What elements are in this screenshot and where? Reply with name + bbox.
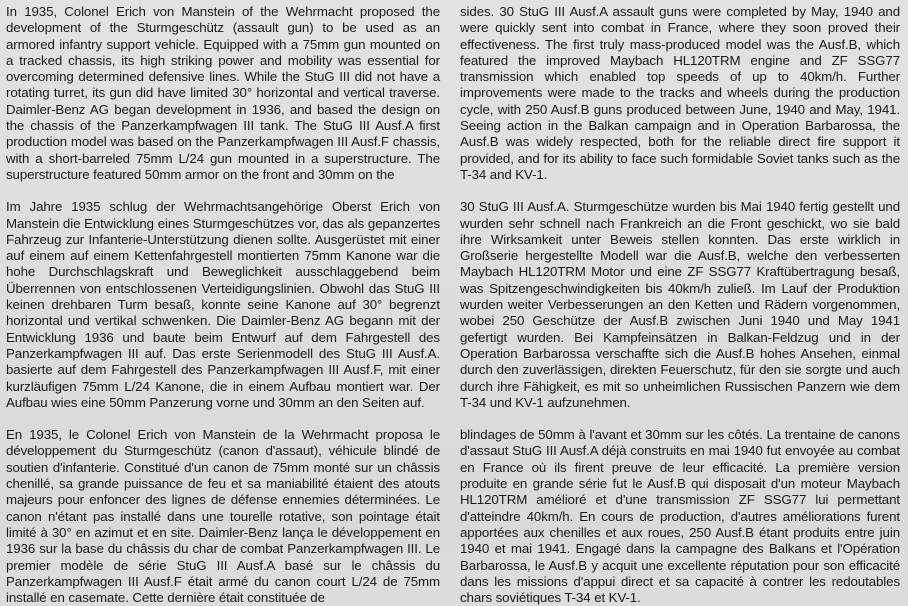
french-paragraph-part-1: En 1935, le Colonel Erich von Manstein de la Wehrmacht proposa le développement du Sturmgeschütz (canon d'assaut), véhicule blindé de soutien d'infanterie. Constitué d'un canon de 75mm monté sur un châssis chenillé, sa grande puissance de feu et sa maniabilité étaient des atouts majeurs pour enfoncer des lignes de défense ennemies déterminées. Le canon n'étant pas installé dans une tourelle rotative, son pointage était limité à 30° en azimut et en site. Daimler-Benz lança le développement en 1936 sur la base du châssis du char de combat Panzerkampfwagen III. Le premier modèle de série StuG III Ausf.A basé sur le châssis du Panzerkampfwagen III Ausf.F était armé du canon court L/24 de 75mm installé en casemate. Cette dernière était constituée de (6, 427, 440, 606)
paragraph-spacer (6, 183, 440, 199)
left-text-column (6, 4, 440, 606)
paragraph-spacer (460, 183, 900, 199)
english-paragraph-part-2: sides. 30 StuG III Ausf.A assault guns were completed by May, 1940 and were quickly sent into combat in France, where they soon proved their effectiveness. The first truly mass-produced model was the Ausf.B, which featured the improved Maybach HL120TRM engine and ZF SSG77 transmission which enabled top speeds of up to 40km/h. Further improvements were made to the tracks and wheels during the production cycle, with 250 Ausf.B guns produced between June, 1940 and May, 1941. Seeing action in the Balkan campaign and in Operation Barbarossa, the Ausf.B was widely respected, both for the reliable direct fire support it provided, and for its ability to face such formidable Soviet tanks such as the T-34 and KV-1. (460, 4, 900, 182)
paragraph-spacer (460, 411, 900, 427)
german-paragraph-part-1: Im Jahre 1935 schlug der Wehrmachtsangehörige Oberst Erich von Manstein die Entwicklung eines Sturmgeschützes vor, das als gepanzertes Fahrzeug zur Infanterie-Unterstützung dienen sollte. Ausgerüstet mit einer auf einem auf einem Kettenfahrgestell montierten 75mm Kanone war die hohe Durchschlagskraft und Beweglichkeit ausschlaggebend beim Überrennen von entschlossenen Verteidigungslinien. Obwohl das StuG III keinen drehbaren Turm besaß, konnte seine Kanone auf 30° begrenzt horizontal und vertikal schwenken. Die Daimler-Benz AG begann mit der Entwicklung 1936 und baute beim Entwurf auf dem Fahrgestell des Panzerkampfwagen III auf. Das erste Serienmodell des StuG III Ausf.A. basierte auf dem Fahrgestell des Panzerkampfwagen III Ausf.F, mit einer kurzläufigen 75mm L/24 Kanone, die in einem Aufbau montiert war. Der Aufbau wies eine 50mm Panzerung vorne und 30mm an den Seiten auf. (6, 199, 440, 410)
french-paragraph-part-2: blindages de 50mm à l'avant et 30mm sur les côtés. La trentaine de canons d'assaut StuG III Ausf.A déjà construits en mai 1940 fut envoyée au combat en France où ils firent preuve de leur efficacité. La première version produite en grande série fut le Ausf.B qui disposait d'un moteur Maybach HL120TRM amélioré et d'une transmission ZF SSG77 lui permettant d'atteindre 40km/h. En cours de production, d'autres améliorations furent apportées aux chenilles et aux roues, 250 Ausf.B étant produits entre juin 1940 et mai 1941. Engagé dans la campagne des Balkans et l'Opération Barbarossa, le Ausf.B y acquit une excellente réputation pour son efficacité dans les missions d'appui direct et sa capacité à contrer les redoutables chars soviétiques T-34 et KV-1. (460, 427, 900, 606)
right-text-column (460, 4, 900, 606)
english-paragraph-part-1: In 1935, Colonel Erich von Manstein of the Wehrmacht proposed the development of the Sturmgeschütz (assault gun) to be used as an armored infantry support vehicle. Equipped with a 75mm gun mounted on a tracked chassis, its high striking power and mobility was essential for overcoming determined defensive lines. While the StuG III did not have a rotating turret, its gun did have limited 30° horizontal and vertical traverse. Daimler-Benz AG began development in 1936, and based the design on the chassis of the Panzerkampfwagen III tank. The StuG III Ausf.A first production model was based on the Panzerkampfwagen III Ausf.F chassis, with a short-barreled 75mm L/24 gun mounted in a superstructure. The superstructure featured 50mm armor on the front and 30mm on the (6, 4, 440, 182)
german-paragraph-part-2: 30 StuG III Ausf.A. Sturmgeschütze wurden bis Mai 1940 fertig gestellt und wurden sehr schnell nach Frankreich an die Front geschickt, wo sie bald ihre Wirksamkeit unter Beweis stellen konnten. Das erste wirklich in Großserie hergestellte Modell war die Ausf.B, welche den verbesserten Maybach HL120TRM Motor und eine ZF SSG77 Kraftübertragung besaß, was Spitzengeschwindigkeiten bis 40km/h zuließ. Im Lauf der Produktion wurden weiter Verbesserungen an den Ketten und Rädern vorgenommen, wobei 250 Geschütze der Ausf.B zwischen Juni 1940 und May 1941 gefertigt wurden. Bei Kampfeinsätzen in Balkan-Feldzug und in der Operation Barbarossa verschaffte sich die Ausf.B hohes Ansehen, einmal durch den zuverlässigen, direkten Feuerschutz, für den sie sorgte und auch durch ihre Fähigkeit, es mit so unheimlichen Russischen Panzern wie dem T-34 und KV-1 aufzunehmen. (460, 199, 900, 410)
paragraph-spacer (6, 411, 440, 427)
